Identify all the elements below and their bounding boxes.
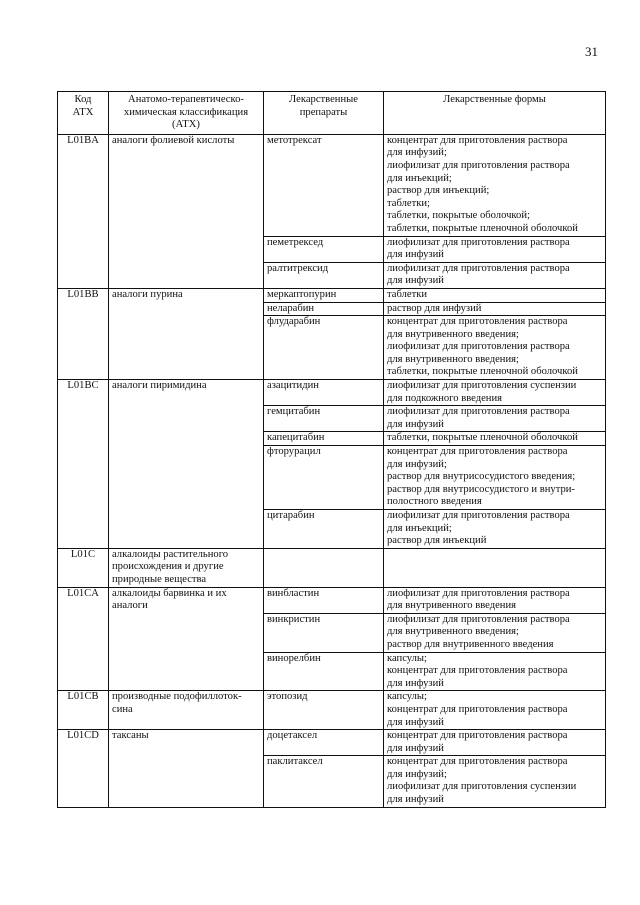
drug-name-cell: паклитаксел: [264, 756, 384, 807]
dosage-forms-text: лиофилизат для приготовления раствора для инфузий: [387, 236, 570, 261]
dosage-forms-cell: [384, 432, 606, 446]
drug-name-cell: метотрексат: [264, 134, 384, 236]
dosage-forms-text: капсулы; концентрат для приготовления раствора для инфузий: [387, 652, 568, 689]
classification-text: аналоги фолиевой кислоты: [112, 134, 235, 146]
table-row: [58, 288, 606, 302]
header-classification: Анатомо-терапевтическо- химическая классификация (АТХ): [109, 92, 264, 135]
dosage-forms-text: капсулы; концентрат для приготовления раствора для инфузий: [387, 691, 568, 728]
dosage-forms-cell: [384, 302, 606, 316]
dosage-forms-text: лиофилизат для приготовления суспензии для подкожного введения: [387, 380, 577, 404]
dosage-forms-cell: [384, 652, 606, 691]
header-code: Код АТХ: [58, 92, 109, 135]
dosage-forms-cell: [384, 510, 606, 549]
dosage-forms-text: раствор для инфузий: [387, 302, 482, 314]
dosage-forms-cell: [384, 446, 606, 510]
drug-name-cell: ралтитрексид: [264, 262, 384, 288]
drug-name-cell: цитарабин: [264, 510, 384, 549]
dosage-forms-text: таблетки: [387, 288, 428, 300]
atc-code-cell: L01CD: [58, 730, 109, 808]
dosage-forms-cell: [384, 380, 606, 406]
dosage-forms-cell: [384, 406, 606, 432]
atc-code-cell: L01BC: [58, 380, 109, 549]
dosage-forms-cell: [384, 756, 606, 807]
drug-name-cell: этопозид: [264, 691, 384, 730]
classification-cell: [109, 730, 264, 808]
dosage-forms-text: лиофилизат для приготовления раствора для внутривенного введения; раствор для внутривенного введения: [387, 613, 570, 650]
drug-name-cell: доцетаксел: [264, 730, 384, 756]
drug-name-cell: неларабин: [264, 302, 384, 316]
drug-name-cell: пеметрексед: [264, 236, 384, 262]
dosage-forms-text: концентрат для приготовления раствора для инфузий; лиофилизат для приготовления суспензии для инфузий: [387, 756, 577, 806]
dosage-forms-cell: [384, 236, 606, 262]
classification-text: алкалоиды растительного происхождения и другие природные вещества: [112, 548, 229, 585]
dosage-forms-text: концентрат для приготовления раствора для внутривенного введения; лиофилизат для приготовления раствора для внутривенного введения; таблетки, покрытые пленочной оболочкой: [387, 316, 578, 378]
classification-cell: [109, 691, 264, 730]
dosage-forms-cell: [384, 613, 606, 652]
dosage-forms-text: лиофилизат для приготовления раствора для внутривенного введения: [387, 587, 570, 612]
dosage-forms-cell: [384, 548, 606, 587]
classification-cell: [109, 587, 264, 691]
atc-code-cell: L01BB: [58, 288, 109, 379]
classification-text: аналоги пиримидина: [112, 380, 207, 392]
dosage-forms-cell: [384, 262, 606, 288]
drug-name-cell: капецитабин: [264, 432, 384, 446]
classification-cell: [109, 134, 264, 288]
drug-name-cell: гемцитабин: [264, 406, 384, 432]
dosage-forms-cell: [384, 288, 606, 302]
atc-code-cell: L01CA: [58, 587, 109, 691]
classification-text: таксаны: [112, 730, 149, 742]
dosage-forms-text: концентрат для приготовления раствора для инфузий; лиофилизат для приготовления раствора для инъекций; раствор для инъекций; таблетки; таблетки, покрытые оболочкой; таблетки, покрытые пленочной оболочкой: [387, 134, 578, 234]
dosage-forms-text: лиофилизат для приготовления раствора для инъекций; раствор для инъекций: [387, 510, 570, 547]
dosage-forms-text: лиофилизат для приготовления раствора для инфузий: [387, 406, 570, 430]
drug-name-cell: азацитидин: [264, 380, 384, 406]
table-row: [58, 134, 606, 236]
classification-text: производные подофиллоток- сина: [112, 691, 242, 715]
drug-name-cell: флударабин: [264, 316, 384, 380]
dosage-forms-cell: [384, 134, 606, 236]
dosage-forms-cell: [384, 730, 606, 756]
dosage-forms-text: лиофилизат для приготовления раствора для инфузий: [387, 262, 570, 287]
classification-text: аналоги пурина: [112, 288, 183, 300]
dosage-forms-text: таблетки, покрытые пленочной оболочкой: [387, 432, 578, 444]
drug-name-cell: меркаптопурин: [264, 288, 384, 302]
drug-name-cell: винкристин: [264, 613, 384, 652]
atc-code-cell: L01CB: [58, 691, 109, 730]
classification-cell: [109, 380, 264, 549]
atc-code-cell: L01C: [58, 548, 109, 587]
dosage-forms-text: концентрат для приготовления раствора для инфузий; раствор для внутрисосудистого введения; раствор для внутрисосудистого и внутри- полостного введения: [387, 446, 576, 508]
table-row: [58, 730, 606, 756]
table-row: [58, 548, 606, 587]
table-row: [58, 380, 606, 406]
classification-cell: [109, 288, 264, 379]
drug-name-cell: фторурацил: [264, 446, 384, 510]
table-row: [58, 691, 606, 730]
header-forms: Лекарственные формы: [384, 92, 606, 135]
header-drugs: Лекарственные препараты: [264, 92, 384, 135]
classification-text: алкалоиды барвинка и их аналоги: [112, 587, 227, 612]
dosage-forms-text: концентрат для приготовления раствора для инфузий: [387, 730, 568, 754]
atc-drug-table: [57, 91, 606, 808]
drug-name-cell: винбластин: [264, 587, 384, 613]
table-row: [58, 587, 606, 613]
dosage-forms-cell: [384, 587, 606, 613]
drug-name-cell: [264, 548, 384, 587]
dosage-forms-cell: [384, 691, 606, 730]
classification-cell: [109, 548, 264, 587]
atc-code-cell: L01BA: [58, 134, 109, 288]
drug-name-cell: винорелбин: [264, 652, 384, 691]
dosage-forms-cell: [384, 316, 606, 380]
page-number: 31: [585, 44, 598, 59]
table-header-row: [58, 92, 606, 135]
